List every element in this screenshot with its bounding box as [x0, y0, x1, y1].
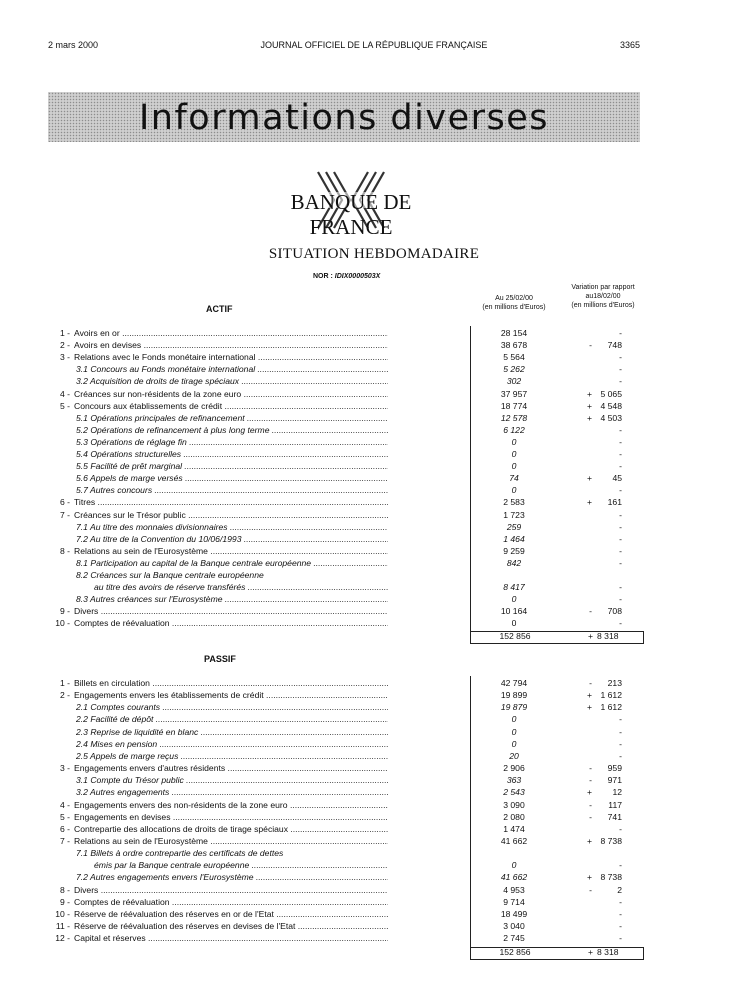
row-variation-sign: +: [586, 872, 592, 883]
row-variation-value: -: [619, 896, 622, 907]
row-label: 7.1 Au titre des monnaies divisionnaires .....: [76, 521, 388, 533]
row-label: 5.6 Appels de marge versés .....: [76, 472, 388, 484]
row-label: 8.3 Autres créances sur l'Eurosystème .....: [76, 593, 388, 605]
row-label: 2.5 Appels de marge reçus .....: [76, 750, 388, 762]
actif-heading: ACTIF: [206, 304, 233, 314]
row-label: émis par la Banque centrale européenne .....: [94, 859, 388, 871]
row-variation-value: 161: [607, 497, 622, 508]
row-amount: 1 464: [503, 533, 525, 544]
row-label: 5.2 Opérations de refinancement à plus long terme .....: [76, 424, 388, 436]
row-amount: 2 583: [503, 497, 525, 508]
row-variation-value: -: [619, 738, 622, 749]
row-number: 12 -: [55, 933, 70, 944]
row-variation-value: 1 612: [600, 702, 622, 713]
row-variation-value: 8 738: [600, 872, 622, 883]
row-label: Avoirs en or .....: [74, 327, 388, 339]
row-variation-value: 2: [617, 884, 622, 895]
row-amount: 0: [511, 714, 517, 725]
row-label: Billets en circulation .....: [74, 677, 388, 689]
row-variation-value: -: [619, 545, 622, 556]
row-amount: 20: [509, 750, 519, 761]
row-variation-value: -: [619, 521, 622, 532]
row-variation-sign: +: [586, 400, 592, 411]
row-variation-value: -: [619, 582, 622, 593]
row-label: Engagements envers des non-résidents de la zone euro .....: [74, 799, 388, 811]
row-variation-value: 8 738: [600, 835, 622, 846]
row-label: Comptes de réévaluation .....: [74, 617, 388, 629]
row-variation-value: 959: [607, 763, 622, 774]
row-number: 8 -: [59, 884, 70, 895]
row-variation-sign: -: [589, 775, 592, 786]
row-amount: 0: [511, 461, 517, 472]
row-amount: 74: [509, 473, 519, 484]
row-variation-sign: -: [589, 340, 592, 351]
row-variation-sign: +: [586, 835, 592, 846]
row-label: 3.2 Acquisition de droits de tirage spéciaux .....: [76, 375, 388, 387]
row-variation-value: -: [619, 908, 622, 919]
row-number: 3 -: [59, 763, 70, 774]
actif-total-box: [470, 631, 644, 644]
row-label: Relations au sein de l'Eurosystème .....: [74, 545, 388, 557]
row-label: 2.1 Comptes courants .....: [76, 701, 388, 713]
row-amount: 0: [511, 738, 517, 749]
row-amount: 2 906: [503, 763, 525, 774]
row-amount: 0: [511, 436, 517, 447]
row-number: 2 -: [59, 690, 70, 701]
row-variation-value: -: [619, 461, 622, 472]
row-variation-value: -: [619, 424, 622, 435]
row-amount: 0: [511, 726, 517, 737]
row-amount: 363: [506, 775, 522, 786]
row-label: Engagements envers les établissements de crédit .....: [74, 689, 388, 701]
row-label: 3.2 Autres engagements .....: [76, 786, 388, 798]
row-label: Concours aux établissements de crédit .....: [74, 400, 388, 412]
row-label: 5.7 Autres concours .....: [76, 484, 388, 496]
row-variation-sign: -: [589, 606, 592, 617]
row-variation-value: 5 065: [600, 388, 622, 399]
row-label: Capital et réserves .....: [74, 932, 388, 944]
section-banner: [48, 92, 640, 142]
row-amount: 9 259: [503, 545, 525, 556]
passif-total-value: 152 856: [499, 947, 531, 957]
row-number: 5 -: [59, 811, 70, 822]
row-variation-sign: -: [589, 763, 592, 774]
row-variation-value: -: [619, 485, 622, 496]
row-label: 2.3 Reprise de liquidité en blanc .....: [76, 726, 388, 738]
row-label: Comptes de réévaluation .....: [74, 896, 388, 908]
row-amount: 9 714: [503, 896, 525, 907]
column-header-amount-unit: (en millions d'Euros): [482, 304, 546, 311]
row-variation-value: 4 548: [600, 400, 622, 411]
header-date: 2 mars 2000: [48, 40, 99, 50]
row-label: 3.1 Concours au Fonds monétaire international .....: [76, 363, 388, 375]
row-number: 6 -: [59, 497, 70, 508]
row-variation-value: 741: [607, 811, 622, 822]
row-amount: 1 723: [503, 509, 525, 520]
row-number: 7 -: [59, 509, 70, 520]
row-variation-value: -: [619, 594, 622, 605]
row-label: Relations avec le Fonds monétaire international .....: [74, 351, 388, 363]
nor-code: IDIX0000503X: [334, 273, 381, 280]
row-amount: 0: [511, 594, 517, 605]
row-amount: 41 662: [500, 835, 528, 846]
row-number: 6 -: [59, 823, 70, 834]
row-variation-value: -: [619, 509, 622, 520]
row-variation-value: 708: [607, 606, 622, 617]
row-variation-sign: +: [586, 497, 592, 508]
banner-title: Informations diverses: [138, 98, 550, 138]
row-variation-value: -: [619, 823, 622, 834]
passif-total-box: [470, 947, 644, 960]
document-title: SITUATION HEBDOMADAIRE: [268, 246, 480, 262]
row-variation-sign: -: [589, 811, 592, 822]
row-variation-sign: +: [586, 690, 592, 701]
row-variation-value: -: [619, 714, 622, 725]
row-variation-sign: +: [586, 412, 592, 423]
row-variation-value: -: [619, 750, 622, 761]
column-header-variation-unit: (en millions d'Euros): [571, 302, 635, 309]
header-journal-title: JOURNAL OFFICIEL DE LA RÉPUBLIQUE FRANÇAISE: [260, 40, 488, 50]
row-number: 2 -: [59, 340, 70, 351]
row-amount: 0: [511, 860, 517, 871]
row-amount: 5 262: [503, 364, 525, 375]
row-number: 5 -: [59, 400, 70, 411]
row-amount: 2 080: [503, 811, 525, 822]
column-header-variation-title: Variation par rapport: [571, 284, 635, 291]
column-header-amount-date: Au 25/02/00: [495, 295, 533, 302]
row-amount: 5 564: [503, 352, 525, 363]
row-amount: 842: [506, 557, 522, 568]
passif-total-change: 8 318: [597, 947, 619, 957]
nor-reference: [313, 273, 380, 280]
row-amount: 8 417: [503, 582, 525, 593]
row-number: 4 -: [59, 388, 70, 399]
row-variation-sign: +: [586, 787, 592, 798]
column-header-amount: [470, 294, 558, 312]
row-label: 8.1 Participation au capital de la Banque centrale européenne .....: [76, 557, 388, 569]
header-page-number: 3365: [620, 40, 641, 50]
row-variation-value: -: [619, 328, 622, 338]
row-label: 5.3 Opérations de réglage fin .....: [76, 436, 388, 448]
row-label: Contrepartie des allocations de droits de tirage spéciaux .....: [74, 823, 388, 835]
row-amount: 2 543: [503, 787, 525, 798]
row-number: 10 -: [55, 618, 70, 629]
row-label: Avoirs en devises .....: [74, 339, 388, 351]
row-number: 9 -: [59, 896, 70, 907]
passif-heading: PASSIF: [204, 654, 236, 664]
row-variation-value: -: [619, 364, 622, 375]
banque-de-france-logo: [256, 168, 446, 239]
row-label: Réserve de réévaluation des réserves en devises de l'Etat .....: [74, 920, 388, 932]
row-amount: 12 578: [500, 412, 528, 423]
row-variation-value: 748: [607, 340, 622, 351]
row-amount: 6 122: [503, 424, 525, 435]
row-amount: 3 090: [503, 799, 525, 810]
row-number: 8 -: [59, 545, 70, 556]
row-number: 11 -: [55, 921, 70, 931]
row-label: 3.1 Compte du Trésor public .....: [76, 774, 388, 786]
row-variation-value: -: [619, 860, 622, 871]
row-label: Divers .....: [74, 605, 388, 617]
row-amount: 1 474: [503, 823, 525, 834]
row-label: 2.4 Mises en pension .....: [76, 738, 388, 750]
row-variation-sign: +: [586, 473, 592, 484]
row-variation-sign: +: [586, 388, 592, 399]
row-amount: 259: [506, 521, 522, 532]
row-variation-value: 1 612: [600, 690, 622, 701]
row-variation-value: 117: [608, 799, 622, 810]
row-amount: 4 953: [503, 884, 525, 895]
row-amount: 302: [506, 376, 522, 387]
row-label: Engagements envers d'autres résidents .....: [74, 762, 388, 774]
row-amount: 19 899: [500, 690, 528, 701]
row-amount: 18 499: [500, 908, 528, 919]
row-label: Réserve de réévaluation des réserves en or de l'Etat .....: [74, 908, 388, 920]
row-variation-value: -: [619, 436, 622, 447]
row-variation-value: -: [619, 449, 622, 459]
row-amount: 0: [511, 449, 517, 459]
row-variation-value: 213: [607, 678, 622, 688]
nor-label: NOR :: [313, 273, 333, 280]
row-label: au titre des avoirs de réserve transférés .....: [94, 581, 388, 593]
column-header-variation: [560, 283, 646, 310]
row-label: Relations au sein de l'Eurosystème .....: [74, 835, 388, 847]
row-label: Créances sur le Trésor public .....: [74, 509, 388, 521]
actif-column-rule: [470, 326, 471, 632]
row-amount: 10 164: [500, 606, 528, 617]
row-variation-value: -: [619, 533, 622, 544]
row-variation-value: 12: [612, 787, 622, 798]
row-label: 5.5 Facilité de prêt marginal .....: [76, 460, 388, 472]
row-number: 1 -: [59, 328, 70, 338]
row-variation-sign: -: [589, 799, 592, 810]
row-amount: 3 040: [503, 921, 525, 931]
row-label: 5.1 Opérations principales de refinancement .....: [76, 412, 388, 424]
actif-total-value: 152 856: [499, 631, 531, 641]
row-amount: 0: [511, 618, 517, 629]
row-label: Créances sur non-résidents de la zone euro .....: [74, 388, 388, 400]
row-amount: 2 745: [503, 933, 525, 944]
row-variation-value: 4 503: [600, 412, 622, 423]
row-amount: 38 678: [500, 340, 528, 351]
row-number: 9 -: [59, 606, 70, 617]
row-variation-value: 971: [607, 775, 622, 786]
row-variation-value: -: [619, 352, 622, 363]
row-variation-value: 45: [612, 473, 622, 484]
row-label: 7.2 Au titre de la Convention du 10/06/1993 .....: [76, 533, 388, 545]
row-variation-sign: -: [589, 678, 592, 688]
row-variation-sign: +: [586, 702, 592, 713]
row-amount: 0: [511, 485, 517, 496]
row-variation-value: -: [619, 921, 622, 931]
logo-text: BANQUE DE FRANCE: [290, 190, 412, 239]
row-variation-sign: -: [589, 884, 592, 895]
row-label: Engagements en devises .....: [74, 811, 388, 823]
passif-total-sign: +: [587, 947, 593, 957]
row-label: 2.2 Facilité de dépôt .....: [76, 713, 388, 725]
row-amount: 37 957: [500, 388, 528, 399]
row-variation-value: -: [619, 557, 622, 568]
row-variation-value: -: [619, 376, 622, 387]
row-amount: 41 662: [500, 872, 528, 883]
row-number: 10 -: [55, 908, 70, 919]
actif-total-change: 8 318: [597, 631, 619, 641]
column-header-variation-date: au18/02/00: [585, 293, 621, 300]
row-label: 7.2 Autres engagements envers l'Eurosystème .....: [76, 871, 388, 883]
row-number: 7 -: [59, 835, 70, 846]
row-variation-value: -: [619, 726, 622, 737]
row-label: 5.4 Opérations structurelles .....: [76, 448, 388, 460]
row-label: 8.2 Créances sur la Banque centrale européenne: [76, 570, 264, 580]
row-number: 1 -: [59, 678, 70, 688]
passif-column-rule: [470, 676, 471, 948]
row-label: Titres .....: [74, 496, 388, 508]
row-amount: 19 879: [500, 702, 528, 713]
row-label: Divers .....: [74, 884, 388, 896]
row-number: 4 -: [59, 799, 70, 810]
row-label: 7.1 Billets à ordre contrepartie des certificats de dettes: [76, 848, 284, 859]
row-amount: 18 774: [500, 400, 528, 411]
row-number: 3 -: [59, 352, 70, 363]
row-amount: 42 794: [500, 678, 528, 688]
actif-total-sign: +: [587, 631, 593, 641]
row-amount: 28 154: [500, 328, 528, 338]
row-variation-value: -: [619, 618, 622, 629]
row-variation-value: -: [619, 933, 622, 944]
